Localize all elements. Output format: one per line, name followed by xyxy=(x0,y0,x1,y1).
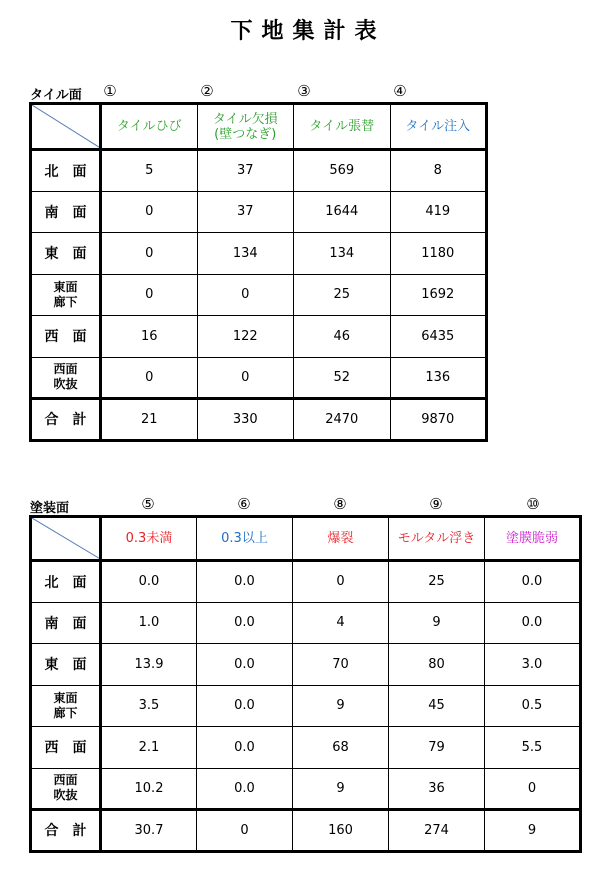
paint-column-header: 塗膜脆弱 xyxy=(485,517,581,561)
table-cell: 46 xyxy=(294,316,391,358)
table-cell: 9 xyxy=(389,602,485,644)
paint-column-header: 0.3未満 xyxy=(101,517,197,561)
table-cell: 0.0 xyxy=(101,561,197,603)
table-cell: 134 xyxy=(294,233,391,275)
row-label: 西面 吹抜 xyxy=(31,768,101,810)
table-cell: 0 xyxy=(293,561,389,603)
table-cell: 70 xyxy=(293,644,389,686)
table-cell: 0 xyxy=(197,810,293,852)
table-cell: 45 xyxy=(389,685,485,727)
table-cell: 419 xyxy=(390,191,487,233)
table-cell: 160 xyxy=(293,810,389,852)
table-cell: 0 xyxy=(197,274,294,316)
table-cell: 0.5 xyxy=(485,685,581,727)
row-label: 東 面 xyxy=(31,233,101,275)
row-label: 南 面 xyxy=(31,191,101,233)
table-cell: 5 xyxy=(101,150,198,192)
tile-column-header: タイル欠損 (壁つなぎ) xyxy=(197,104,294,150)
row-label: 東面 廊下 xyxy=(31,274,101,316)
row-label: 合 計 xyxy=(31,810,101,852)
table-cell: 9870 xyxy=(390,399,487,441)
paint-table-row xyxy=(31,644,581,686)
table-cell: 1644 xyxy=(294,191,391,233)
tile-table-row xyxy=(31,357,487,399)
tile-col-number-2: ② xyxy=(200,82,214,100)
paint-col-number-4: ⑨ xyxy=(429,495,443,513)
tile-table-row xyxy=(31,233,487,275)
paint-column-header: 0.3以上 xyxy=(197,517,293,561)
table-cell: 3.0 xyxy=(485,644,581,686)
table-cell: 134 xyxy=(197,233,294,275)
table-cell: 0 xyxy=(101,274,198,316)
table-cell: 0 xyxy=(197,357,294,399)
paint-table xyxy=(29,515,582,853)
table-cell: 0 xyxy=(101,191,198,233)
tile-col-number-1: ① xyxy=(103,82,117,100)
paint-table-row xyxy=(31,602,581,644)
row-label: 東 面 xyxy=(31,644,101,686)
table-cell: 330 xyxy=(197,399,294,441)
paint-col-number-1: ⑤ xyxy=(141,495,155,513)
table-cell: 25 xyxy=(294,274,391,316)
row-label: 西 面 xyxy=(31,316,101,358)
table-cell: 9 xyxy=(293,685,389,727)
tile-table-row xyxy=(31,316,487,358)
table-cell: 0.0 xyxy=(197,561,293,603)
paint-col-number-5: ⑩ xyxy=(526,495,540,513)
tile-col-number-3: ③ xyxy=(297,82,311,100)
table-cell: 3.5 xyxy=(101,685,197,727)
tile-section-label: タイル面 xyxy=(30,88,82,103)
tile-table-row xyxy=(31,274,487,316)
table-cell: 1692 xyxy=(390,274,487,316)
table-cell: 0.0 xyxy=(197,768,293,810)
paint-table-row xyxy=(31,768,581,810)
table-cell: 10.2 xyxy=(101,768,197,810)
table-cell: 2470 xyxy=(294,399,391,441)
tile-column-header: タイル注入 xyxy=(390,104,487,150)
table-cell: 0.0 xyxy=(485,561,581,603)
paint-table-row xyxy=(31,561,581,603)
diagonal-line xyxy=(32,518,101,560)
table-cell: 1180 xyxy=(390,233,487,275)
row-label: 西 面 xyxy=(31,727,101,769)
table-cell: 16 xyxy=(101,316,198,358)
table-cell: 9 xyxy=(485,810,581,852)
table-cell: 5.5 xyxy=(485,727,581,769)
paint-column-header: モルタル浮き xyxy=(389,517,485,561)
tile-column-header: タイル張替 xyxy=(294,104,391,150)
tile-column-header: タイルひび xyxy=(101,104,198,150)
page-title: 下地集計表 xyxy=(230,19,386,44)
tile-header-row xyxy=(31,104,487,150)
paint-col-number-2: ⑥ xyxy=(237,495,251,513)
tile-table-row xyxy=(31,150,487,192)
tile-total-row xyxy=(31,399,487,441)
table-cell: 0 xyxy=(101,357,198,399)
paint-table-row xyxy=(31,727,581,769)
table-cell: 569 xyxy=(294,150,391,192)
table-cell: 0.0 xyxy=(197,727,293,769)
table-cell: 4 xyxy=(293,602,389,644)
table-cell: 36 xyxy=(389,768,485,810)
table-cell: 9 xyxy=(293,768,389,810)
table-cell: 80 xyxy=(389,644,485,686)
table-cell: 2.1 xyxy=(101,727,197,769)
table-cell: 6435 xyxy=(390,316,487,358)
table-cell: 274 xyxy=(389,810,485,852)
paint-header-row xyxy=(31,517,581,561)
table-cell: 25 xyxy=(389,561,485,603)
tile-table xyxy=(29,102,488,442)
table-cell: 0 xyxy=(485,768,581,810)
row-label: 南 面 xyxy=(31,602,101,644)
table-cell: 21 xyxy=(101,399,198,441)
diagonal-line xyxy=(32,105,101,149)
tile-col-number-4: ④ xyxy=(393,82,407,100)
table-cell: 0.0 xyxy=(485,602,581,644)
table-cell: 37 xyxy=(197,191,294,233)
table-cell: 37 xyxy=(197,150,294,192)
paint-column-header: 爆裂 xyxy=(293,517,389,561)
row-label: 東面 廊下 xyxy=(31,685,101,727)
table-cell: 0.0 xyxy=(197,602,293,644)
table-cell: 52 xyxy=(294,357,391,399)
row-label: 合 計 xyxy=(31,399,101,441)
table-cell: 79 xyxy=(389,727,485,769)
row-label: 北 面 xyxy=(31,561,101,603)
table-cell: 1.0 xyxy=(101,602,197,644)
table-cell: 13.9 xyxy=(101,644,197,686)
paint-total-row xyxy=(31,810,581,852)
paint-section-label: 塗装面 xyxy=(30,501,70,516)
table-cell: 30.7 xyxy=(101,810,197,852)
table-cell: 8 xyxy=(390,150,487,192)
paint-col-number-3: ⑧ xyxy=(333,495,347,513)
paint-corner-cell xyxy=(31,517,101,561)
tile-corner-cell xyxy=(31,104,101,150)
table-cell: 136 xyxy=(390,357,487,399)
row-label: 西面 吹抜 xyxy=(31,357,101,399)
table-cell: 0.0 xyxy=(197,685,293,727)
table-cell: 0 xyxy=(101,233,198,275)
table-cell: 122 xyxy=(197,316,294,358)
paint-table-row xyxy=(31,685,581,727)
table-cell: 0.0 xyxy=(197,644,293,686)
tile-table-row xyxy=(31,191,487,233)
table-cell: 68 xyxy=(293,727,389,769)
row-label: 北 面 xyxy=(31,150,101,192)
